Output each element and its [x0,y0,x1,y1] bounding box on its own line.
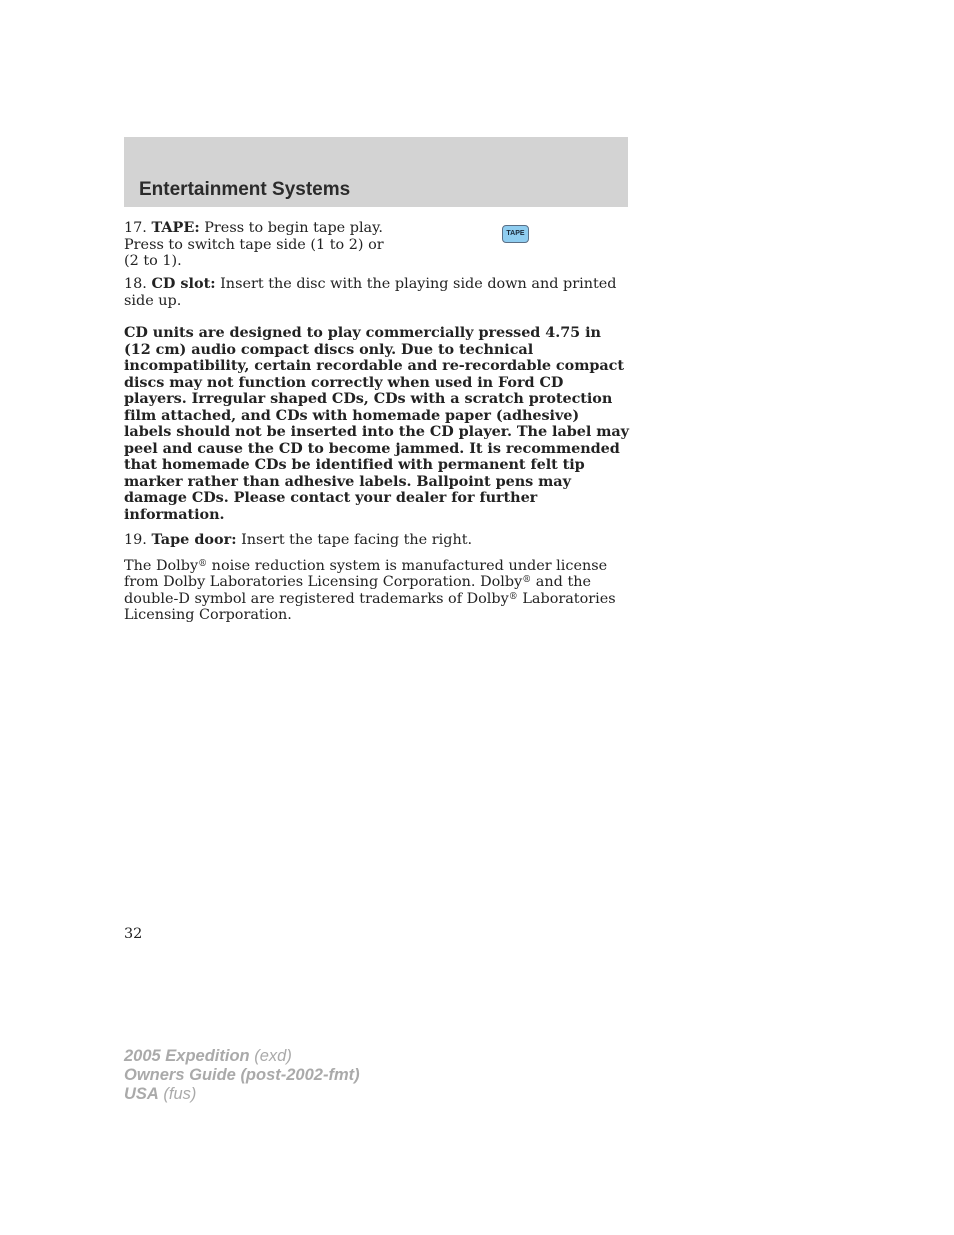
cd-warning-text: CD units are designed to play commercially pressed 4.75 in (12 cm) audio compact discs only. Due to technical incompatibility, certain recordable and re-recordable compact discs may not function correctly when used in Ford CD players. Irregular shaped CDs, CDs with a scratch protection film attached, and CDs with homemade paper (adhesive) labels should not be inserted into the CD player. The label may peel and cause the CD to become jammed. It is recommended that homemade CDs be identified with permanent felt tip marker rather than adhesive labels. Ballpoint pens may damage CDs. Please contact your dealer for further information. [124,324,629,523]
registered-mark: ® [522,575,532,585]
registered-mark: ® [198,558,208,569]
dolby-text: The Dolby [124,557,199,574]
item-number: 19. [124,532,147,548]
dolby-text: noise reduction system is manufactured under license from Dolby Laboratories Licensing Corporation. Dolby [124,557,608,590]
dolby-notice [124,558,630,624]
item-label: Tape door: [151,531,237,548]
section-header-band [124,137,628,207]
item-description: Insert the disc with the playing side down and printed side up. [124,276,617,309]
document-footer [124,1047,360,1104]
item-number: 17. [124,220,147,236]
item-number: 18. [124,276,147,292]
page-content [124,220,630,631]
footer-line-3 [124,1085,360,1104]
section-title: Entertainment Systems [139,179,351,200]
footer-market: USA [124,1085,159,1103]
item-tape-text [124,220,386,270]
item-cd-slot [124,276,630,309]
item-tape-door [124,532,630,549]
item-description: Insert the tape facing the right. [236,532,473,548]
item-tape [124,220,630,271]
tape-button-icon: TAPE [502,225,529,243]
item-label: TAPE: [151,219,200,236]
footer-model-code: (exd) [249,1047,292,1065]
footer-guide: Owners Guide (post-2002-fmt) [124,1066,360,1084]
footer-line-1 [124,1047,360,1066]
registered-mark: ® [508,591,518,602]
footer-line-2 [124,1066,360,1085]
item-description: Press to begin tape play. Press to switch tape side (1 to 2) or (2 to 1). [124,220,384,269]
footer-market-code: (fus) [158,1085,197,1103]
dolby-text: Laboratories Licensing Corporation. [124,590,616,623]
footer-model: 2005 Expedition [124,1047,250,1065]
item-label: CD slot: [151,275,216,292]
dolby-text: and the double-D symbol are registered trademarks of Dolby [124,574,592,607]
page-number: 32 [124,926,143,942]
